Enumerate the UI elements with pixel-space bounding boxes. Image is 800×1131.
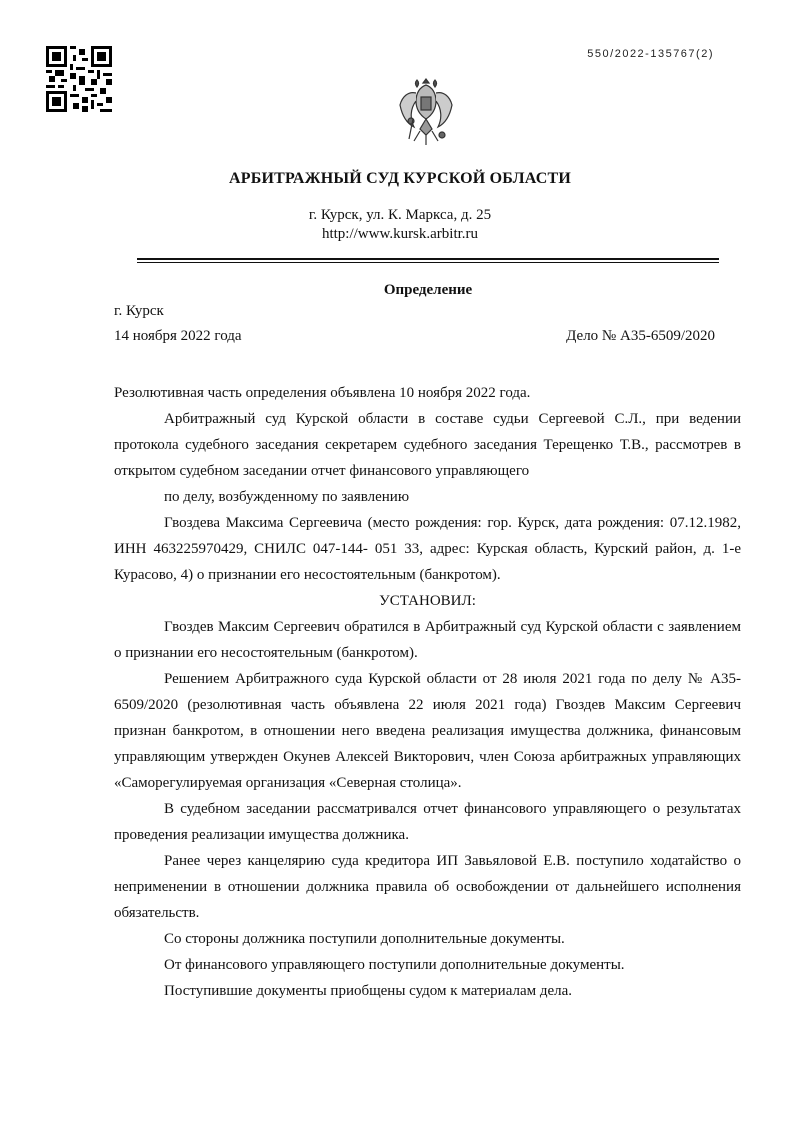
paragraph-court-composition: Арбитражный суд Курской области в составе судьи Сергеевой С.Л., при ведении протокола судебного заседания секретарем судебного заседания Терещенко Т.В., рассмотрев в открытом судебном заседании отчет финансового управляющего: [114, 411, 741, 479]
paragraph-case-basis: по делу, возбужденному по заявлению: [164, 489, 410, 505]
case-number: Дело № А35-6509/2020: [566, 328, 715, 344]
document-id: 550/2022-135767(2): [587, 48, 714, 60]
address-line: г. Курск, ул. К. Маркса, д. 25: [308, 207, 492, 223]
paragraph-application: Гвоздев Максим Сергеевич обратился в Арбитражный суд Курской области с заявлением о признании его несостоятельным (банкротом).: [114, 619, 741, 661]
header-divider-thick: [137, 258, 719, 260]
court-name: АРБИТРАЖНЫЙ СУД КУРСКОЙ ОБЛАСТИ: [228, 170, 572, 187]
paragraph-documents-attached: Поступившие документы приобщены судом к материалам дела.: [164, 983, 573, 999]
paragraph-operative-announcement: Резолютивная часть определения объявлена 10 ноября 2022 года.: [114, 385, 531, 401]
paragraph-debtor-documents: Со стороны должника поступили дополнительные документы.: [164, 931, 565, 947]
court-website: http://www.kursk.arbitr.ru: [321, 226, 479, 242]
paragraph-report-review: В судебном заседании рассматривался отчет финансового управляющего о результатах проведения реализации имущества должника.: [114, 801, 741, 843]
issue-date: 14 ноября 2022 года: [114, 328, 242, 344]
paragraph-debtor-details: Гвоздева Максима Сергеевича (место рождения: гор. Курск, дата рождения: 07.12.1982, ИНН 463225970429, СНИЛС 047-144- 051 33, адрес: Курская область, Курский район, д. 1-е Курасово, 4) о признании его несостоятельным (банкротом).: [114, 515, 741, 583]
paragraph-manager-documents: От финансового управляющего поступили дополнительные документы.: [164, 957, 625, 973]
header-divider-thin: [137, 262, 719, 263]
document-body: [114, 380, 741, 1004]
issue-city: г. Курск: [114, 303, 164, 319]
document-type-heading: Определение: [383, 282, 473, 298]
russian-coat-of-arms-icon: [395, 75, 457, 153]
section-heading-established: УСТАНОВИЛ:: [379, 593, 476, 609]
court-address: [0, 206, 800, 244]
paragraph-bankruptcy-decision: Решением Арбитражного суда Курской области от 28 июля 2021 года по делу № А35- 6509/2020 (резолютивная часть объявлена 22 июля 2021 года) Гвоздев Максим Сергеевич признан банкротом, в отношении него введена реализация имущества должника, финансовым управляющим утвержден Окунев Алексей Викторович, член Союза арбитражных управляющих «Саморегулируемая организация «Северная столица».: [114, 671, 741, 791]
qr-code-icon: [46, 46, 112, 112]
paragraph-creditor-motion: Ранее через канцелярию суда кредитора ИП Завьяловой Е.В. поступило ходатайство о неприменении в отношении должника правила об освобождении от дальнейшего исполнения обязательств.: [114, 853, 741, 921]
